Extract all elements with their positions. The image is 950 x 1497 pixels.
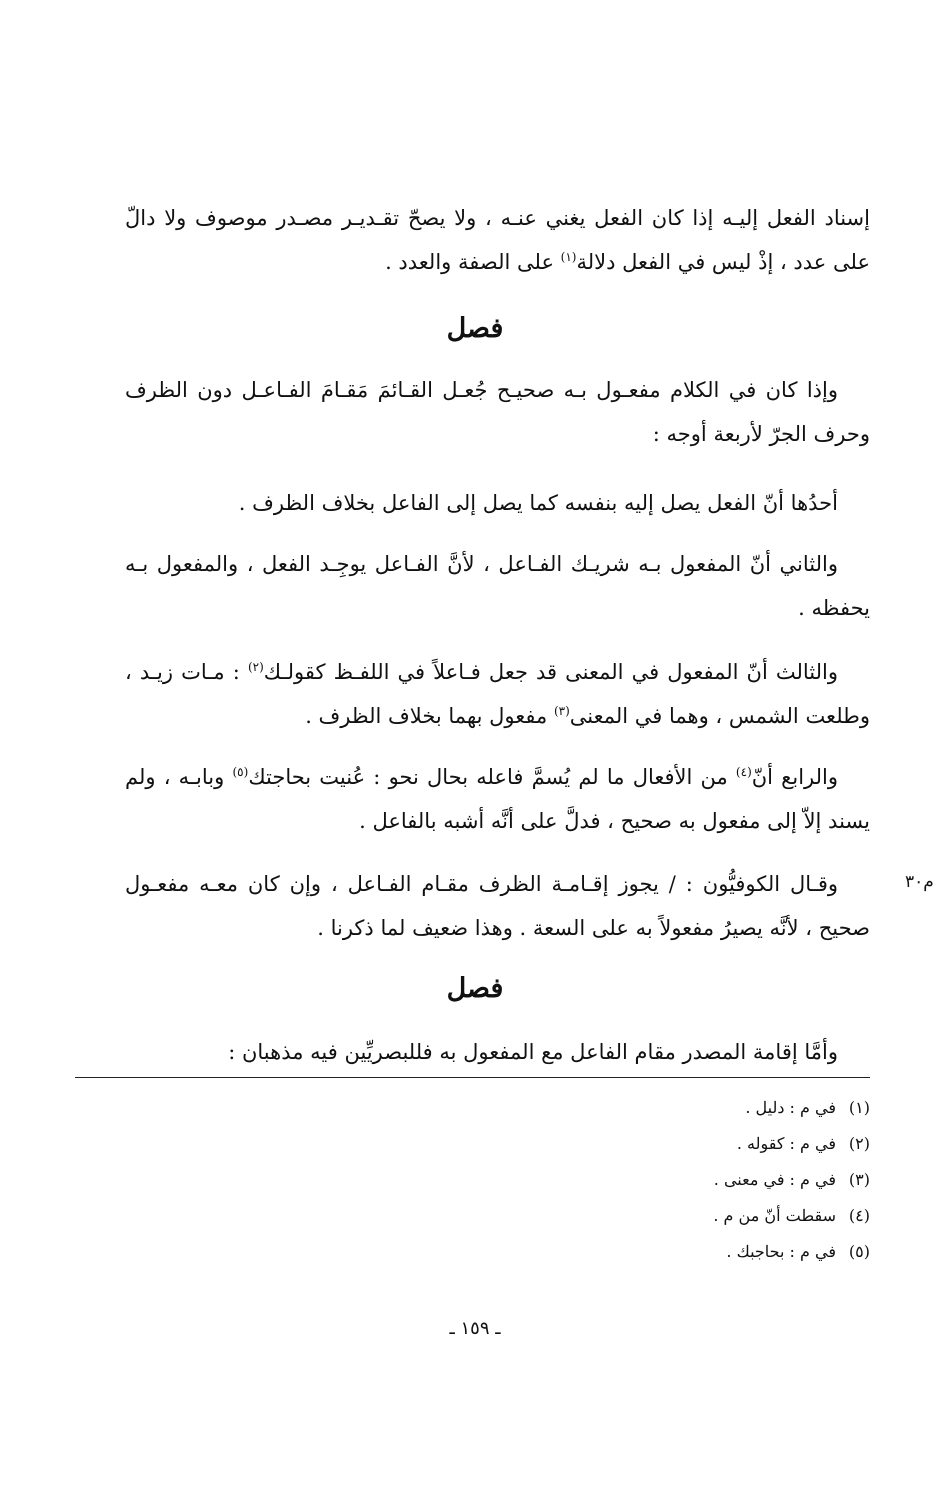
paragraph-continuation <box>125 196 870 284</box>
paragraph <box>125 481 870 525</box>
manuscript-margin-note: م٣٠ <box>905 872 934 892</box>
text-line: وأمَّا إقامة المصدر مقام الفاعل مع المفعول به فللبصريِّين فيه مذهبان : <box>228 1040 838 1064</box>
paragraph <box>125 862 870 950</box>
text-line: إسناد الفعل إليـه إذا كان الفعل يغني عنـه ، ولا يصحّ تقـديـر مصـدر موصوف ولا دالّ <box>125 206 870 230</box>
text-segment: وطلعت الشمس ، وهما في المعنى <box>569 704 870 728</box>
footnote <box>714 1169 870 1191</box>
text-segment: على عدد ، إذْ ليس في الفعل دلالة <box>576 250 870 274</box>
footnote-number: (١) <box>848 1098 870 1117</box>
footnote-ref: (٤) <box>735 765 752 779</box>
footnote-text: سقطت أنّ من م . <box>713 1206 836 1225</box>
footnote-text: في م : كقوله . <box>736 1134 836 1153</box>
text-line: يحفظه . <box>798 596 870 620</box>
paragraph <box>125 650 870 738</box>
footnote-text: في م : في معنى . <box>713 1170 836 1189</box>
text-segment: والثالث أنّ المفعول في المعنى قد جعل فـاعلاً في اللفـظ كقولـك <box>263 660 839 684</box>
footnote-number: (٣) <box>848 1170 870 1189</box>
footnote-text: في م : دليل . <box>745 1098 836 1117</box>
text-line <box>125 650 870 694</box>
text-line: يسند إلاّ إلى مفعول به صحيح ، فدلَّ على أنَّه أشبه بالفاعل . <box>359 809 870 833</box>
text-line: وقـال الكوفيُّون : / يجوز إقـامـة الظرف مقـام الفـاعل ، وإن كان معـه مفعـول <box>125 872 838 896</box>
text-line <box>125 694 870 738</box>
text-line <box>125 755 870 799</box>
text-segment: من الأفعال ما لم يُسمَّ فاعله بحال نحو : عُنيت بحاجتك <box>248 765 736 789</box>
footnote-ref: (٥) <box>232 765 249 779</box>
footnote-number: (٥) <box>848 1242 870 1261</box>
footnote-ref: (١) <box>560 250 577 264</box>
footnote <box>745 1097 870 1119</box>
text-segment: مفعول بهما بخلاف الظرف . <box>305 704 554 728</box>
text-line: أحدُها أنّ الفعل يصل إليه بنفسه كما يصل إلى الفاعل بخلاف الظرف . <box>238 491 838 515</box>
text-segment: والرابع أنّ <box>751 765 839 789</box>
text-segment: : مـات زيـد ، <box>125 660 248 684</box>
footnote-number: (٢) <box>848 1134 870 1153</box>
footnote-ref: (٣) <box>553 704 570 718</box>
section-heading: فصل <box>446 313 504 344</box>
paragraph <box>125 542 870 630</box>
page-number: ـ ١٥٩ ـ <box>449 1318 501 1339</box>
text-line <box>125 240 870 284</box>
footnote <box>726 1241 870 1263</box>
footnote <box>713 1205 870 1227</box>
footnote-ref: (٢) <box>247 660 264 674</box>
paragraph <box>125 755 870 843</box>
paragraph <box>125 368 870 456</box>
text-segment: وبابـه ، ولم <box>125 765 233 789</box>
paragraph <box>125 1030 870 1074</box>
footnote <box>737 1133 870 1155</box>
section-heading: فصل <box>446 973 504 1004</box>
text-line: والثاني أنّ المفعول بـه شريـك الفـاعل ، لأنَّ الفـاعل يوجِـد الفعل ، والمفعول بـه <box>125 552 838 576</box>
footnote-number: (٤) <box>848 1206 870 1225</box>
footnote-text: في م : بحاجبك . <box>726 1242 836 1261</box>
footnote-divider <box>75 1077 870 1078</box>
text-line: صحيح ، لأنَّه يصيرُ مفعولاً به على السعة . وهذا ضعيف لما ذكرنا . <box>317 916 870 940</box>
text-line: وحرف الجرّ لأربعة أوجه : <box>652 422 870 446</box>
text-segment: على الصفة والعدد . <box>385 250 561 274</box>
text-line: وإذا كان في الكلام مفعـول بـه صحيـح جُعـل القـائمَ مَقـامَ الفـاعـل دون الظرف <box>125 378 838 402</box>
